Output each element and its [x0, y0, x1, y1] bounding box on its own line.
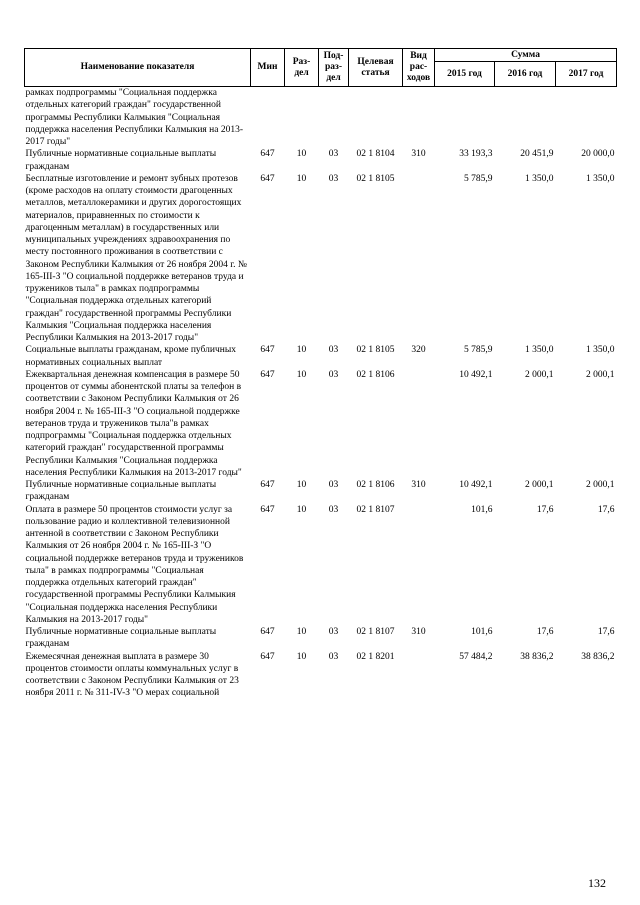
row-razdel: 10 [296, 480, 307, 490]
row-name: Публичные нормативные социальные выплаты гражданам [25, 149, 217, 172]
row-min: 647 [260, 345, 275, 356]
col-header-name: Наименование показателя [25, 49, 251, 87]
row-podrazdel: 03 [328, 480, 339, 490]
row-razdel: 10 [296, 173, 307, 184]
col-header-razdel-text: Раз- дел [292, 56, 311, 78]
row-vid [403, 369, 435, 479]
row-min: 647 [260, 480, 275, 490]
row-sum-2016 [495, 87, 556, 149]
row-celevaya: 02 1 8104 [356, 149, 395, 160]
row-vid: 320 [411, 345, 426, 356]
row-sum-2016: 1 350,0 [525, 173, 554, 184]
row-sum-2017: 38 836,2 [581, 651, 615, 662]
row-razdel: 10 [296, 504, 307, 515]
table-row [25, 369, 617, 479]
budget-table-container [24, 48, 616, 700]
row-vid: 310 [411, 480, 426, 490]
col-header-celevaya [349, 49, 403, 87]
row-sum-2016: 17,6 [536, 627, 554, 637]
row-sum-2015: 101,6 [471, 504, 493, 515]
table-row [25, 651, 617, 700]
row-podrazdel: 03 [328, 504, 339, 515]
table-row [25, 504, 617, 627]
row-min: 647 [260, 173, 275, 184]
table-row [25, 626, 617, 651]
row-razdel [285, 87, 319, 149]
row-name: Ежеквартальная денежная компенсация в размере 50 процентов от суммы абонентской платы за телефон в соответствии с Законом Республики Калмыкия от 26 ноября 2004 г. № 165-III-З "О социальной поддержке ветеранов труда и тружеников тыла"в рамках подпрограммы "Социальная поддержка отдельных категорий граждан" государственной программы Республики Калмыкия "Социальная поддержка населения Республики Калмыкия на 2013-2017 годы" [25, 369, 242, 478]
col-header-2015: 2015 год [435, 62, 495, 87]
row-sum-2015: 101,6 [471, 627, 493, 637]
col-header-vid [403, 49, 435, 87]
page-number: 132 [588, 876, 606, 890]
col-header-podrazdel [319, 49, 349, 87]
row-min: 647 [260, 627, 275, 637]
table-row [25, 87, 617, 149]
col-header-min: Мин [251, 49, 285, 87]
row-vid [403, 173, 435, 345]
table-row [25, 479, 617, 504]
row-sum-2016: 1 350,0 [525, 345, 554, 356]
row-min: 647 [260, 369, 275, 380]
row-podrazdel: 03 [328, 369, 339, 380]
row-sum-2015: 5 785,9 [464, 173, 493, 184]
row-razdel: 10 [296, 345, 307, 356]
row-vid: 310 [411, 149, 426, 160]
row-razdel: 10 [296, 369, 307, 380]
row-vid [403, 504, 435, 627]
row-podrazdel: 03 [328, 345, 339, 356]
row-sum-2015: 10 492,1 [459, 480, 493, 490]
row-min [251, 87, 285, 149]
row-celevaya: 02 1 8105 [356, 173, 395, 184]
col-header-vid-text: Вид рас- ходов [406, 51, 431, 83]
row-celevaya: 02 1 8107 [356, 504, 395, 515]
row-name: Социальные выплаты гражданам, кроме публичных нормативных социальных выплат [25, 345, 236, 368]
row-celevaya: 02 1 8107 [356, 627, 395, 637]
row-sum-2015: 5 785,9 [464, 345, 493, 356]
row-sum-2017: 17,6 [597, 627, 615, 637]
row-sum-2016: 20 451,9 [520, 149, 554, 160]
row-sum-2017: 2 000,1 [586, 369, 615, 380]
row-name: Бесплатные изготовление и ремонт зубных протезов (кроме расходов на оплату стоимости драгоценных металлов, металлокерамики и других дорогостоящих материалов, приравненных по стоимости к драгоценным металлам) в государственных или муниципальных учреждениях здравоохранения по месту постоянного проживания в соответствии с Законом Республики Калмыкия от 26 ноября 2004 г. № 165-III-З "О социальной поддержке ветеранов труда и тружеников тыла" в рамках подпрограммы "Социальная поддержка отдельных категорий граждан" государственной программы Республики Калмыкия "Социальная поддержка населения Республики Калмыкия на 2013-2017 годы" [25, 173, 247, 343]
row-podrazdel [319, 87, 349, 149]
row-vid [403, 651, 435, 700]
row-sum-2017: 1 350,0 [586, 345, 615, 356]
row-podrazdel: 03 [328, 627, 339, 637]
row-celevaya [349, 87, 403, 149]
row-podrazdel: 03 [328, 149, 339, 160]
row-podrazdel: 03 [328, 173, 339, 184]
row-min: 647 [260, 149, 275, 160]
row-vid [403, 87, 435, 149]
row-celevaya: 02 1 8105 [356, 345, 395, 356]
row-sum-2015 [435, 87, 495, 149]
row-celevaya: 02 1 8106 [356, 369, 395, 380]
table-row [25, 344, 617, 369]
row-sum-2016: 38 836,2 [520, 651, 554, 662]
row-razdel: 10 [296, 627, 307, 637]
col-header-2016: 2016 год [495, 62, 556, 87]
row-sum-2017: 20 000,0 [581, 149, 615, 160]
row-sum-2016: 2 000,1 [525, 369, 554, 380]
row-sum-2015: 33 193,3 [459, 149, 493, 160]
table-row [25, 148, 617, 173]
row-vid: 310 [411, 627, 426, 637]
row-razdel: 10 [296, 149, 307, 160]
col-header-summa: Сумма [435, 49, 617, 62]
row-name: Оплата в размере 50 процентов стоимости услуг за пользование радио и коллективной телевизионной антенной в соответствии с Законом Республики Калмыкия от 26 ноября 2004 г. № 165-III-З "О социальной поддержке ветеранов труда и тружеников тыла" в рамках подпрограммы "Социальная поддержка отдельных категорий граждан" государственной программы Республики Калмыкия "Социальная поддержка населения Республики Калмыкия на 2013-2017 годы" [25, 504, 244, 625]
row-sum-2016: 17,6 [536, 504, 554, 515]
row-name: рамках подпрограммы "Социальная поддержка отдельных категорий граждан" государственной программы Республики Калмыкия "Социальная поддержка населения Республики Калмыкия на 2013-2017 годы" [25, 88, 244, 147]
row-sum-2017 [556, 87, 617, 149]
col-header-celevaya-text: Целевая статья [357, 56, 394, 78]
row-celevaya: 02 1 8106 [356, 480, 395, 490]
row-razdel: 10 [296, 651, 307, 662]
row-sum-2015: 57 484,2 [459, 651, 493, 662]
row-sum-2017: 17,6 [597, 504, 615, 515]
col-header-razdel [285, 49, 319, 87]
row-min: 647 [260, 651, 275, 662]
row-name: Ежемесячная денежная выплата в размере 30 процентов стоимости оплаты коммунальных услуг в соответствии с Законом Республики Калмыкия от 23 ноября 2011 г. № 311-IV-З "О мерах социальной [25, 651, 239, 699]
col-header-podrazdel-text: Под- раз- дел [323, 51, 344, 83]
budget-table [24, 48, 617, 700]
row-podrazdel: 03 [328, 651, 339, 662]
row-min: 647 [260, 504, 275, 515]
row-celevaya: 02 1 8201 [356, 651, 395, 662]
col-header-2017: 2017 год [556, 62, 617, 87]
row-name: Публичные нормативные социальные выплаты гражданам [25, 627, 217, 650]
row-name: Публичные нормативные социальные выплаты гражданам [25, 480, 217, 503]
row-sum-2016: 2 000,1 [525, 480, 554, 490]
table-row [25, 173, 617, 345]
row-sum-2017: 2 000,1 [586, 480, 615, 490]
row-sum-2015: 10 492,1 [459, 369, 493, 380]
row-sum-2017: 1 350,0 [586, 173, 615, 184]
